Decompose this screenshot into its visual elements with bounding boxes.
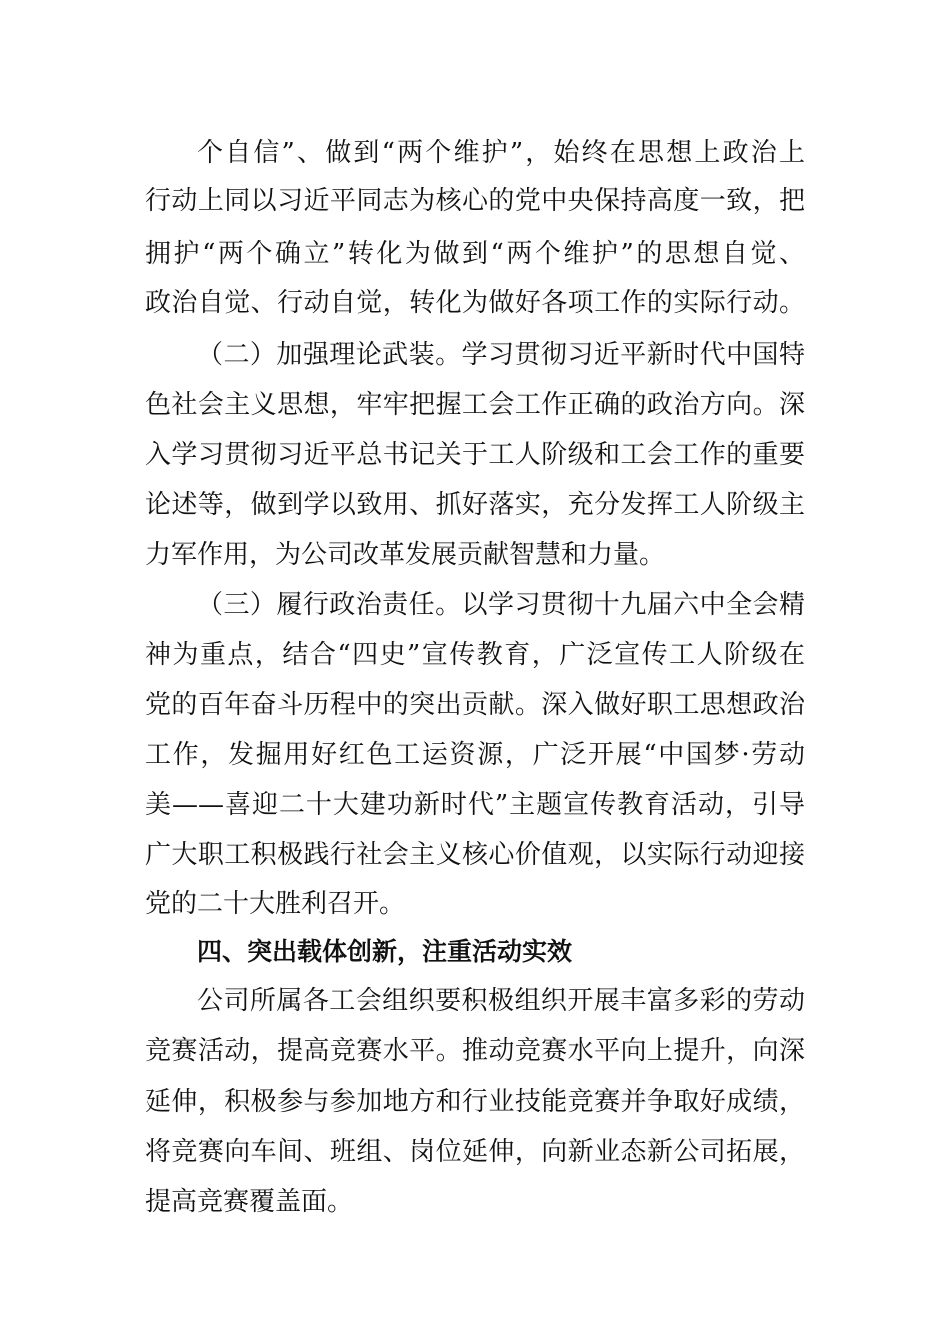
text-line: 色社会主义思想，牢牢把握工会工作正确的政治方向。深 (145, 390, 805, 420)
text-line: 神为重点，结合“四史”宣传教育，广泛宣传工人阶级在 (145, 640, 805, 670)
text-line: 广大职工积极践行社会主义核心价值观，以实际行动迎接 (145, 840, 805, 870)
text-line: 政治自觉、行动自觉，转化为做好各项工作的实际行动。 (145, 288, 805, 318)
text-line: 党的百年奋斗历程中的突出贡献。深入做好职工思想政治 (145, 690, 805, 720)
text-line: 工作，发掘用好红色工运资源，广泛开展“中国梦·劳动 (145, 740, 805, 770)
text-line: 将竞赛向车间、班组、岗位延伸，向新业态新公司拓展， (145, 1137, 805, 1167)
text-line: 公司所属各工会组织要积极组织开展丰富多彩的劳动 (197, 986, 805, 1016)
text-line: 提高竞赛覆盖面。 (145, 1187, 354, 1217)
text-line: 个自信”、做到“两个维护”，始终在思想上政治上 (197, 138, 805, 168)
text-line: 力军作用，为公司改革发展贡献智慧和力量。 (145, 540, 666, 570)
text-line: 拥护“两个确立”转化为做到“两个维护”的思想自觉、 (145, 239, 805, 269)
text-line: 美——喜迎二十大建功新时代”主题宣传教育活动，引导 (145, 790, 805, 820)
text-line: 论述等，做到学以致用、抓好落实，充分发挥工人阶级主 (145, 490, 805, 520)
section-title-paragraph: （三）履行政治责任。以学习贯彻十九届六中全会精 (197, 590, 805, 620)
text-line: 入学习贯彻习近平总书记关于工人阶级和工会工作的重要 (145, 440, 805, 470)
section-heading: 四、突出载体创新，注重活动实效 (197, 937, 573, 966)
text-line: 行动上同以习近平同志为核心的党中央保持高度一致，把 (145, 186, 805, 216)
text-line: 党的二十大胜利召开。 (145, 889, 406, 919)
section-title-paragraph: （二）加强理论武装。学习贯彻习近平新时代中国特 (197, 340, 805, 370)
text-line: 延伸，积极参与参加地方和行业技能竞赛并争取好成绩， (145, 1087, 805, 1117)
text-line: 竞赛活动，提高竞赛水平。推动竞赛水平向上提升，向深 (145, 1036, 805, 1066)
